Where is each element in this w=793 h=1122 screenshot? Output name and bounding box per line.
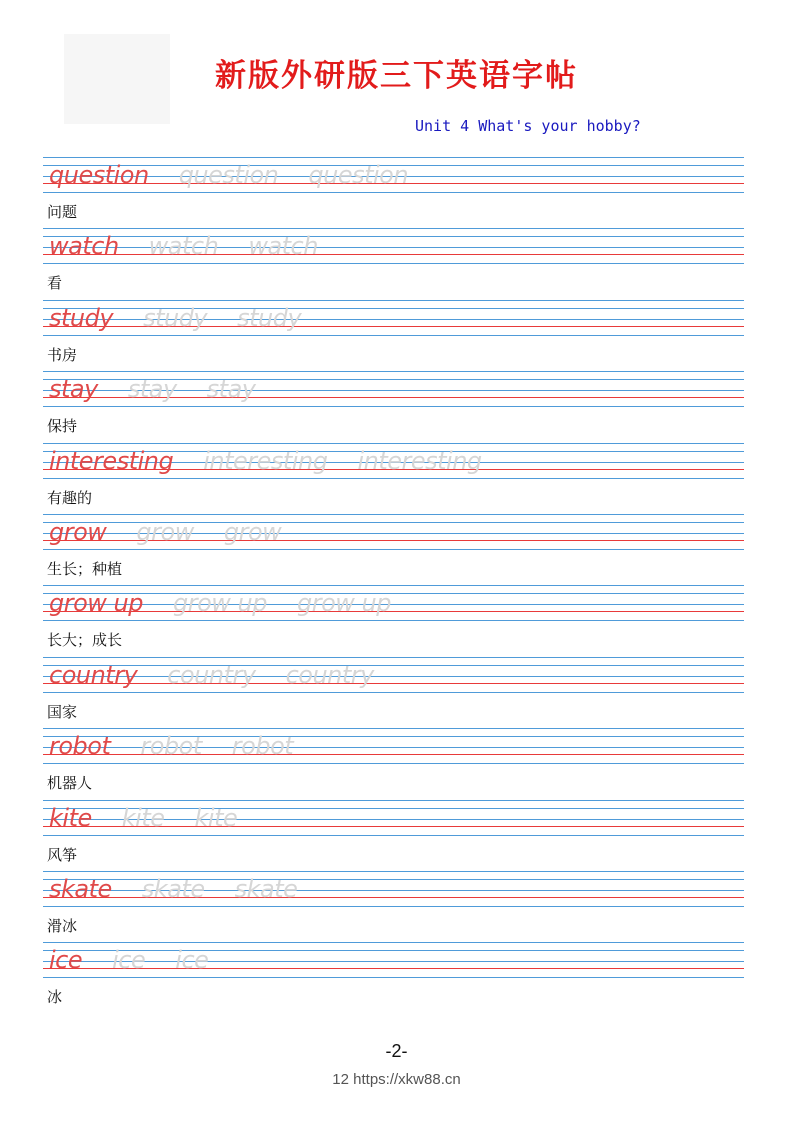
guide-line (43, 657, 744, 658)
trace-word: kite (194, 803, 238, 832)
guide-line (43, 942, 744, 943)
guide-line (43, 300, 744, 301)
trace-word: stay (206, 375, 256, 404)
guide-line (43, 620, 744, 621)
practice-row (43, 300, 744, 371)
word-text: ice (49, 946, 83, 975)
trace-word: watch (148, 232, 219, 261)
trace-word: question (178, 161, 279, 189)
word-text: grow (49, 517, 107, 546)
trace-word: stay (127, 375, 177, 404)
word-line (49, 587, 391, 619)
trace-word: ice (112, 946, 146, 975)
word-line (49, 445, 482, 477)
guide-line (43, 228, 744, 229)
word-line (49, 802, 237, 834)
guide-line (43, 835, 744, 836)
guide-line (43, 335, 744, 336)
word-meaning: 看 (47, 274, 63, 293)
trace-word: interesting (203, 446, 328, 475)
word-text: robot (49, 732, 111, 761)
trace-word: skate (141, 874, 205, 903)
word-text: watch (49, 232, 119, 261)
word-meaning: 滑冰 (47, 916, 78, 935)
practice-row (43, 585, 744, 656)
trace-word: grow up (173, 589, 267, 618)
trace-word: interesting (357, 446, 482, 475)
word-meaning: 书房 (47, 345, 78, 364)
guide-line (43, 906, 744, 907)
word-meaning: 长大；成长 (47, 631, 123, 650)
guide-line (43, 478, 744, 479)
word-line (49, 302, 301, 334)
practice-row (43, 443, 744, 514)
guide-line (43, 371, 744, 372)
trace-word: country (167, 660, 256, 689)
trace-word: ice (175, 946, 209, 975)
guide-line (43, 514, 744, 515)
word-line (49, 730, 293, 762)
trace-word: study (237, 303, 302, 332)
word-meaning: 风筝 (47, 845, 78, 864)
trace-word: robot (231, 732, 294, 761)
unit-subtitle: Unit 4 What's your hobby? (415, 117, 641, 135)
word-text: country (49, 660, 138, 689)
word-meaning: 有趣的 (47, 488, 93, 507)
trace-word: country (285, 660, 374, 689)
guide-line (43, 977, 744, 978)
word-meaning: 生长；种植 (47, 559, 123, 578)
practice-row (43, 371, 744, 442)
practice-row (43, 657, 744, 728)
guide-line (43, 157, 744, 158)
word-line (49, 659, 374, 691)
guide-line (43, 406, 744, 407)
word-line (49, 873, 297, 905)
guide-line (43, 443, 744, 444)
handwriting-practice-sheet (43, 157, 744, 1014)
page-number: -2- (385, 1041, 408, 1061)
trace-word: grow (223, 517, 282, 546)
trace-word: study (143, 303, 208, 332)
word-meaning: 机器人 (47, 774, 93, 793)
trace-word: watch (248, 232, 318, 261)
trace-word: robot (140, 732, 202, 761)
guide-line (43, 692, 744, 693)
trace-word: grow up (297, 589, 391, 618)
word-line (49, 159, 408, 191)
word-meaning: 问题 (47, 203, 78, 221)
trace-word: grow (136, 517, 194, 546)
practice-row (43, 157, 744, 228)
word-text: grow up (49, 589, 143, 618)
word-text: question (49, 161, 149, 189)
guide-line (43, 549, 744, 550)
trace-word: skate (234, 874, 298, 903)
word-text: interesting (49, 446, 174, 475)
guide-line (43, 763, 744, 764)
practice-row (43, 728, 744, 799)
word-line (49, 516, 281, 548)
footer-source: 12 https://xkw88.cn (332, 1071, 461, 1088)
word-line (49, 230, 318, 262)
practice-row (43, 942, 744, 1013)
word-meaning: 保持 (47, 417, 78, 436)
word-text: study (49, 303, 114, 332)
guide-line (43, 728, 744, 729)
trace-word: question (308, 161, 409, 189)
word-meaning: 冰 (47, 988, 63, 1007)
guide-line (43, 263, 744, 264)
word-text: kite (49, 803, 92, 832)
practice-row (43, 228, 744, 299)
guide-line (43, 800, 744, 801)
practice-row (43, 800, 744, 871)
guide-line (43, 192, 744, 193)
trace-word: kite (121, 803, 165, 832)
word-text: stay (49, 375, 98, 404)
guide-line (43, 585, 744, 586)
practice-row (43, 514, 744, 585)
word-meaning: 国家 (47, 702, 78, 721)
practice-row (43, 871, 744, 942)
word-text: skate (49, 874, 112, 903)
word-line (49, 373, 255, 405)
guide-line (43, 871, 744, 872)
word-line (49, 944, 208, 976)
page-title: 新版外研版三下英语字帖 (215, 58, 578, 94)
